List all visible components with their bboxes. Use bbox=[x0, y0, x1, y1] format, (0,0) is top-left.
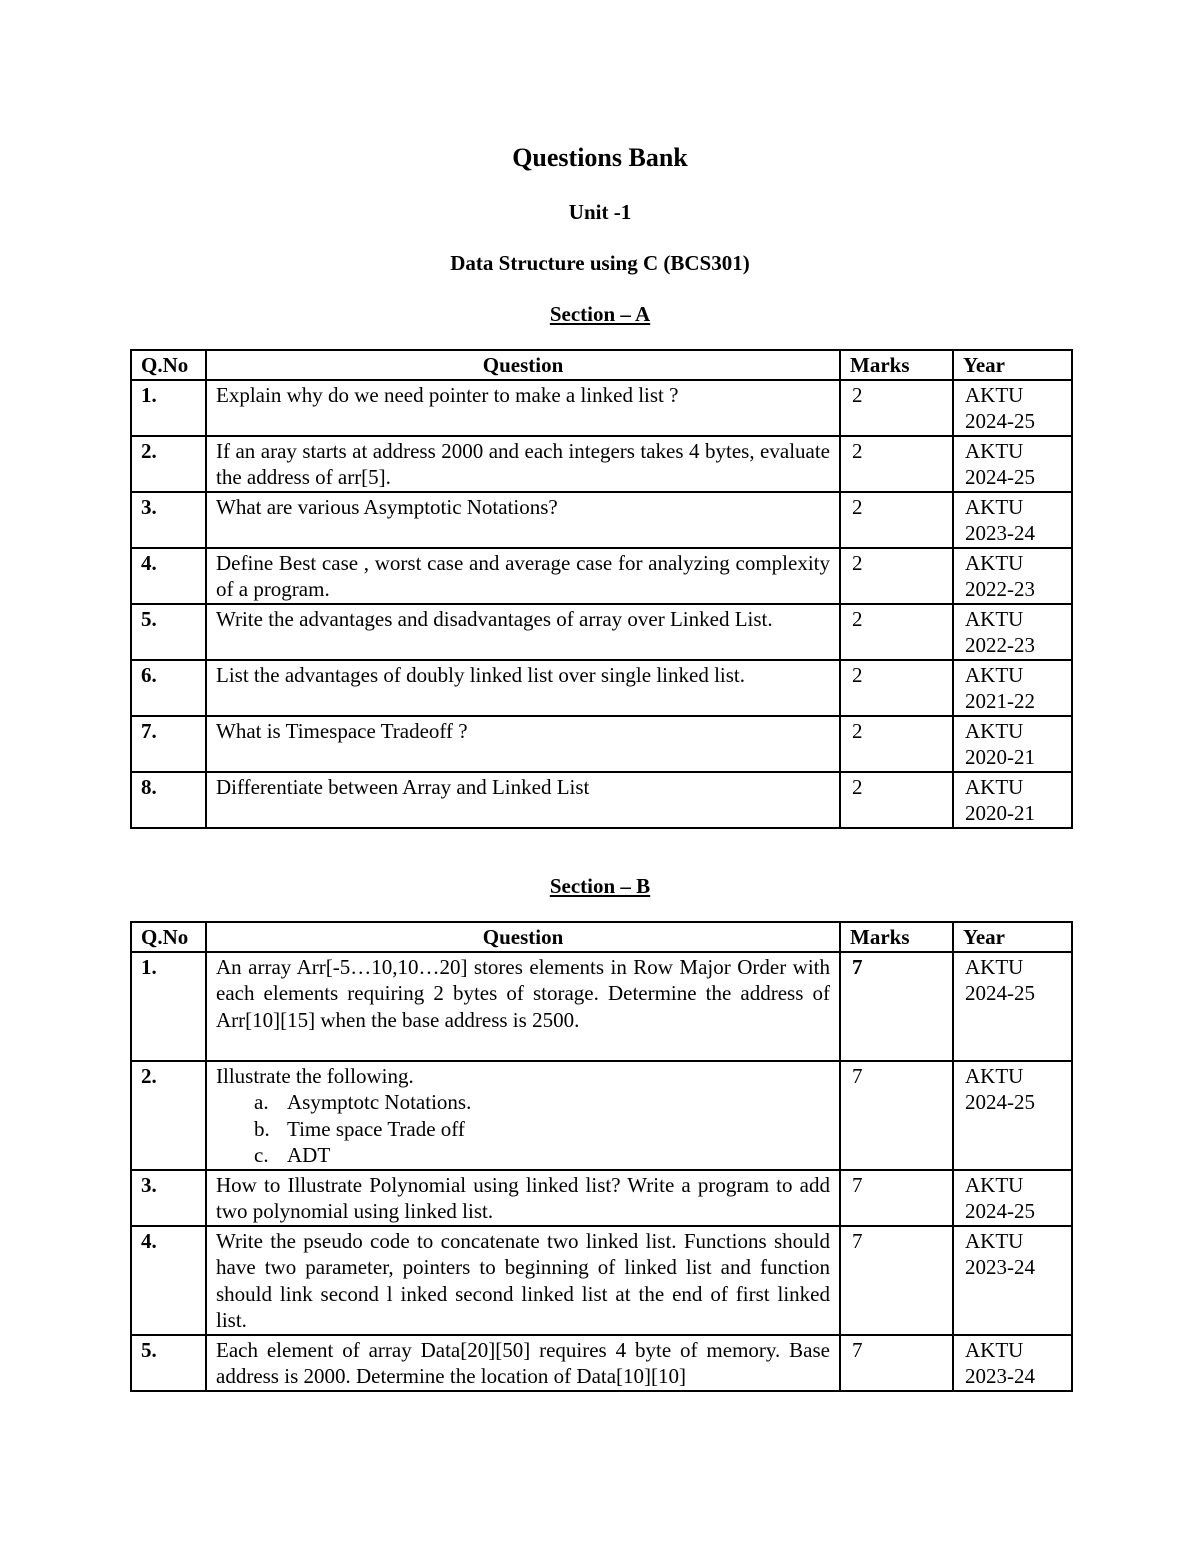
column-header-marks: Marks bbox=[840, 922, 953, 952]
question-number: 6. bbox=[131, 660, 206, 716]
subject-title: Data Structure using C (BCS301) bbox=[450, 251, 750, 275]
question-text bbox=[206, 1061, 840, 1170]
list-item bbox=[254, 1116, 830, 1143]
year-exam: AKTU bbox=[965, 954, 1024, 979]
column-header-year: Year bbox=[953, 350, 1072, 380]
table-row bbox=[131, 548, 1072, 604]
marks-value: 2 bbox=[840, 660, 953, 716]
question-number: 4. bbox=[131, 1226, 206, 1335]
question-number: 4. bbox=[131, 548, 206, 604]
question-intro: Illustrate the following. bbox=[216, 1063, 414, 1088]
year-session: 2023-24 bbox=[965, 521, 1035, 545]
year-value bbox=[953, 1170, 1072, 1226]
list-item-letter: b. bbox=[254, 1116, 270, 1141]
year-exam: AKTU bbox=[965, 1337, 1024, 1362]
question-number: 5. bbox=[131, 604, 206, 660]
table-row bbox=[131, 1170, 1072, 1226]
question-number: 3. bbox=[131, 492, 206, 548]
year-session: 2024-25 bbox=[965, 409, 1035, 433]
marks-value: 2 bbox=[840, 380, 953, 436]
table-row bbox=[131, 380, 1072, 436]
question-text: Write the advantages and disadvantages of array over Linked List. bbox=[206, 604, 840, 660]
marks-value: 2 bbox=[840, 716, 953, 772]
year-session: 2021-22 bbox=[965, 689, 1035, 713]
year-session: 2024-25 bbox=[965, 981, 1035, 1005]
marks-value: 2 bbox=[840, 604, 953, 660]
year-value bbox=[953, 604, 1072, 660]
list-item-letter: a. bbox=[254, 1090, 269, 1114]
year-session: 2024-25 bbox=[965, 1199, 1035, 1223]
list-item-text: Asymptotc Notations. bbox=[287, 1090, 472, 1114]
year-session: 2024-25 bbox=[965, 465, 1035, 489]
question-number: 1. bbox=[131, 952, 206, 1061]
table-row bbox=[131, 1335, 1072, 1391]
year-exam: AKTU bbox=[965, 718, 1024, 743]
question-number: 2. bbox=[131, 436, 206, 492]
question-number: 1. bbox=[131, 380, 206, 436]
year-session: 2023-24 bbox=[965, 1255, 1035, 1279]
marks-value: 2 bbox=[840, 772, 953, 828]
year-exam: AKTU bbox=[965, 606, 1024, 631]
table-row bbox=[131, 716, 1072, 772]
year-exam: AKTU bbox=[965, 1228, 1024, 1253]
column-header-year: Year bbox=[953, 922, 1072, 952]
column-header-qno: Q.No bbox=[131, 922, 206, 952]
table-row bbox=[131, 492, 1072, 548]
question-text: Each element of array Data[20][50] requires 4 byte of memory. Base address is 2000. Determine the location of Data[10][10] bbox=[206, 1335, 840, 1391]
year-session: 2022-23 bbox=[965, 633, 1035, 657]
year-value bbox=[953, 1335, 1072, 1391]
question-number: 8. bbox=[131, 772, 206, 828]
year-session: 2020-21 bbox=[965, 745, 1035, 769]
year-value bbox=[953, 548, 1072, 604]
year-value bbox=[953, 660, 1072, 716]
year-exam: AKTU bbox=[965, 550, 1024, 575]
year-session: 2024-25 bbox=[965, 1090, 1035, 1114]
table-row bbox=[131, 952, 1072, 1061]
year-exam: AKTU bbox=[965, 382, 1024, 407]
marks-value: 7 bbox=[840, 1061, 953, 1170]
year-value bbox=[953, 1226, 1072, 1335]
table-header-row bbox=[131, 350, 1072, 380]
question-number: 5. bbox=[131, 1335, 206, 1391]
table-row bbox=[131, 604, 1072, 660]
section-b-table bbox=[130, 921, 1073, 1392]
column-header-marks: Marks bbox=[840, 350, 953, 380]
unit-title: Unit -1 bbox=[568, 200, 632, 224]
question-text: Define Best case , worst case and average case for analyzing complexity of a program. bbox=[206, 548, 840, 604]
list-item bbox=[254, 1142, 830, 1169]
year-value bbox=[953, 1061, 1072, 1170]
year-exam: AKTU bbox=[965, 1172, 1024, 1197]
year-exam: AKTU bbox=[965, 494, 1024, 519]
list-item-text: ADT bbox=[287, 1143, 331, 1167]
year-value bbox=[953, 772, 1072, 828]
question-number: 7. bbox=[131, 716, 206, 772]
table-row bbox=[131, 772, 1072, 828]
year-value bbox=[953, 716, 1072, 772]
year-value bbox=[953, 436, 1072, 492]
page-title: Questions Bank bbox=[512, 143, 688, 172]
year-session: 2023-24 bbox=[965, 1364, 1035, 1388]
marks-value: 7 bbox=[840, 1226, 953, 1335]
list-item bbox=[254, 1089, 830, 1116]
table-row bbox=[131, 660, 1072, 716]
section-a-title: Section – A bbox=[549, 302, 651, 326]
marks-value: 2 bbox=[840, 548, 953, 604]
marks-value: 7 bbox=[840, 1335, 953, 1391]
question-text: If an aray starts at address 2000 and each integers takes 4 bytes, evaluate the address of arr[5]. bbox=[206, 436, 840, 492]
question-text: How to Illustrate Polynomial using linked list? Write a program to add two polynomial using linked list. bbox=[206, 1170, 840, 1226]
year-session: 2022-23 bbox=[965, 577, 1035, 601]
question-number: 2. bbox=[131, 1061, 206, 1170]
question-number: 3. bbox=[131, 1170, 206, 1226]
list-item-text: Time space Trade off bbox=[287, 1116, 465, 1141]
section-b-title: Section – B bbox=[549, 874, 651, 898]
sub-question-list bbox=[216, 1089, 830, 1169]
question-text: List the advantages of doubly linked list over single linked list. bbox=[206, 660, 840, 716]
question-text: Write the pseudo code to concatenate two linked list. Functions should have two parameter, pointers to beginning of linked list and function should link second l inked second linked list at the end of first linked list. bbox=[206, 1226, 840, 1335]
column-header-question: Question bbox=[206, 922, 840, 952]
question-text: What are various Asymptotic Notations? bbox=[206, 492, 840, 548]
column-header-question: Question bbox=[206, 350, 840, 380]
table-header-row bbox=[131, 922, 1072, 952]
table-row bbox=[131, 1061, 1072, 1170]
year-exam: AKTU bbox=[965, 1063, 1024, 1088]
column-header-qno: Q.No bbox=[131, 350, 206, 380]
year-exam: AKTU bbox=[965, 438, 1024, 463]
year-exam: AKTU bbox=[965, 662, 1024, 687]
year-value bbox=[953, 952, 1072, 1061]
question-text: Explain why do we need pointer to make a linked list ? bbox=[206, 380, 840, 436]
year-exam: AKTU bbox=[965, 774, 1024, 799]
table-row bbox=[131, 436, 1072, 492]
question-text: What is Timespace Tradeoff ? bbox=[206, 716, 840, 772]
marks-value: 2 bbox=[840, 492, 953, 548]
year-value bbox=[953, 380, 1072, 436]
section-a-table bbox=[130, 349, 1073, 829]
marks-value: 2 bbox=[840, 436, 953, 492]
table-row bbox=[131, 1226, 1072, 1335]
question-text: Differentiate between Array and Linked List bbox=[206, 772, 840, 828]
list-item-letter: c. bbox=[254, 1143, 269, 1167]
year-value bbox=[953, 492, 1072, 548]
question-text: An array Arr[-5…10,10…20] stores elements in Row Major Order with each elements requiring 2 bytes of storage. Determine the address of Arr[10][15] when the base address is 2500. bbox=[206, 952, 840, 1061]
year-session: 2020-21 bbox=[965, 801, 1035, 825]
marks-value: 7 bbox=[840, 1170, 953, 1226]
marks-value: 7 bbox=[840, 952, 953, 1061]
